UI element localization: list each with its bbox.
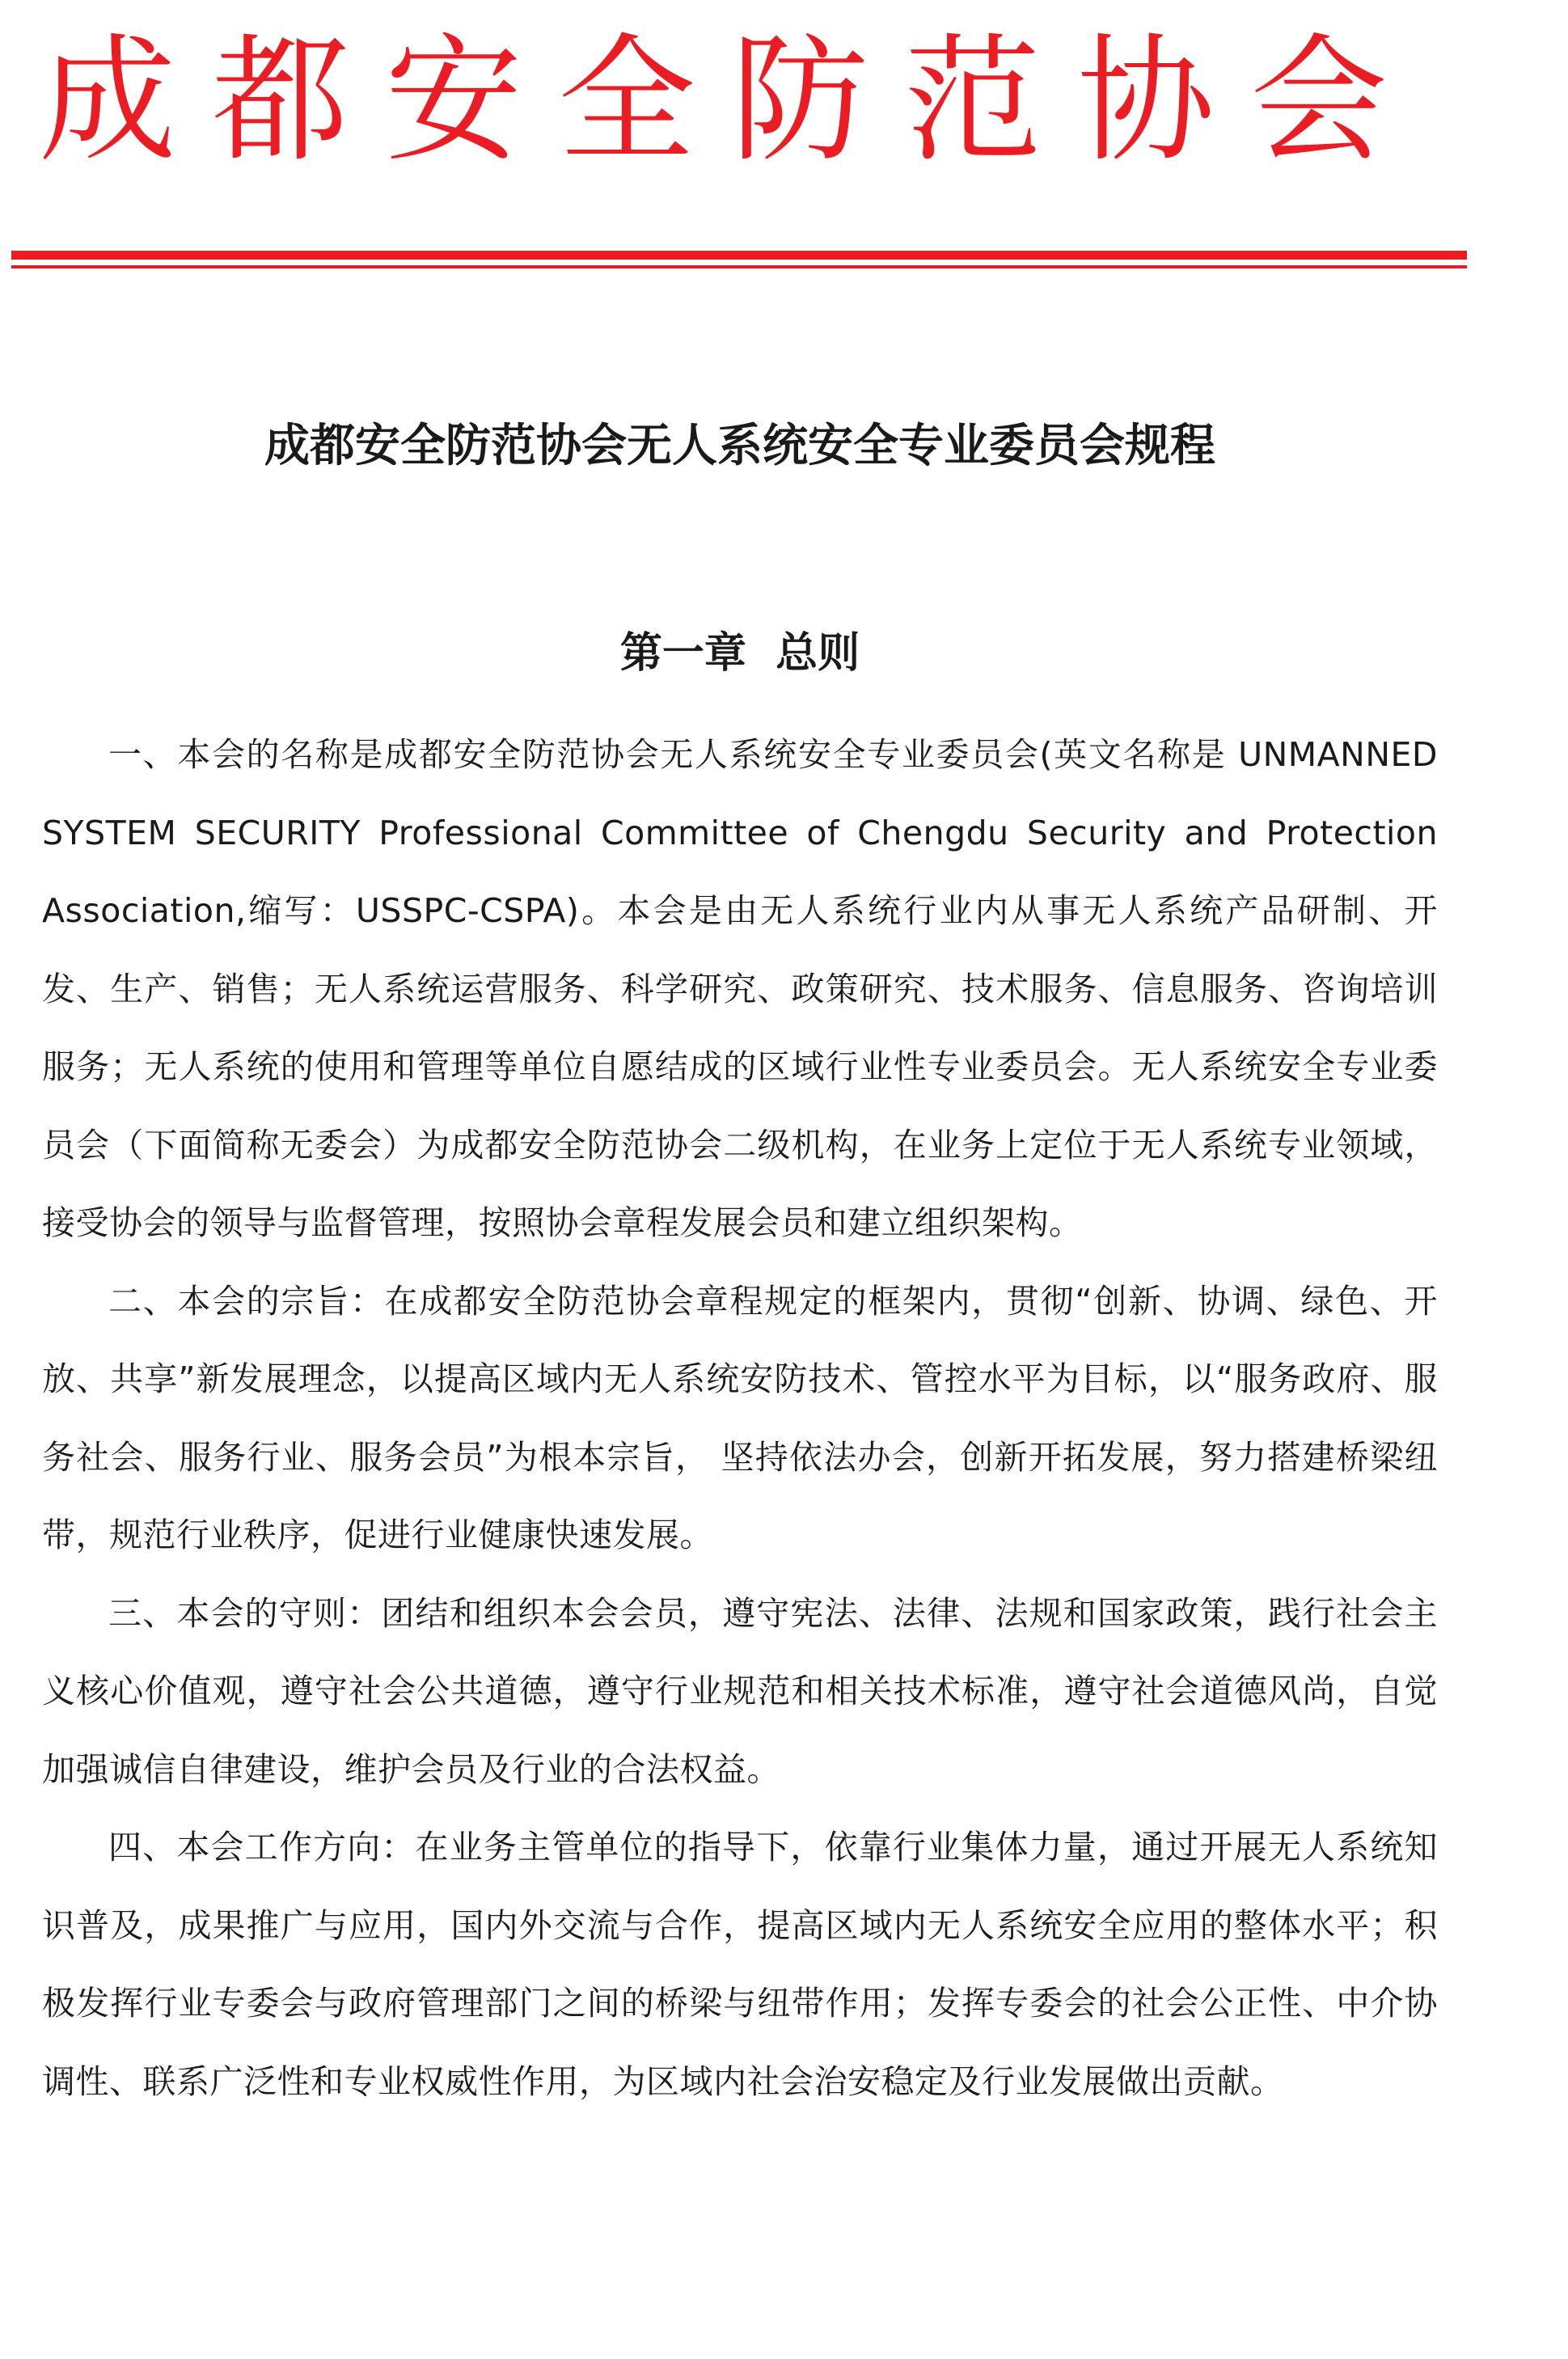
chapter-heading: 第一章 总则: [619, 629, 860, 678]
paragraph-purpose: 二、本会的宗旨：在成都安全防范协会章程规定的框架内，贯彻“创新、协调、绿色、开放、共享”新发展理念，以提高区域内无人系统安防技术、管控水平为目标，以“服务政府、服务社会、服务行业、服务会员”为根本宗旨， 坚持依法办会，创新开拓发展，努力搭建桥梁纽带，规范行业秩序，促进行业健康快速发展。: [42, 1281, 1438, 1554]
document-body: [42, 716, 1438, 2120]
paragraph-name: 一、本会的名称是成都安全防范协会无人系统安全专业委员会(英文名称是 UNMANNED SYSTEM SECURITY Professional Committee of Chengdu Security and Protection Association,缩写：USSPC-CSPA)。本会是由无人系统行业内从事无人系统产品研制、开发、生产、销售；无人系统运营服务、科学研究、政策研究、技术服务、信息服务、咨询培训服务；无人系统的使用和管理等单位自愿结成的区域行业性专业委员会。无人系统安全专业委员会（下面简称无委会）为成都安全防范协会二级机构，在业务上定位于无人系统专业领域， 接受协会的领导与监督管理，按照协会章程发展会员和建立组织架构。: [42, 735, 1438, 1242]
letterhead-org-name: 成都安全防范协会: [39, 21, 1424, 181]
document-title: 成都安全防范协会无人系统安全专业委员会规程: [264, 420, 1215, 472]
letterhead-rule-thick: [11, 251, 1467, 260]
paragraph-rules: 三、本会的守则：团结和组织本会会员，遵守宪法、法律、法规和国家政策，践行社会主义核心价值观，遵守社会公共道德，遵守行业规范和相关技术标准，遵守社会道德风尚，自觉加强诚信自律建设，维护会员及行业的合法权益。: [42, 1593, 1438, 1789]
letterhead-rule-thin: [11, 265, 1467, 268]
paragraph-work-direction: 四、本会工作方向：在业务主管单位的指导下，依靠行业集体力量，通过开展无人系统知识普及，成果推广与应用，国内外交流与合作，提高区域内无人系统安全应用的整体水平；积极发挥行业专委会与政府管理部门之间的桥梁与纽带作用；发挥专委会的社会公正性、中介协调性、联系广泛性和专业权威性作用，为区域内社会治安稳定及行业发展做出贡献。: [42, 1828, 1438, 2101]
